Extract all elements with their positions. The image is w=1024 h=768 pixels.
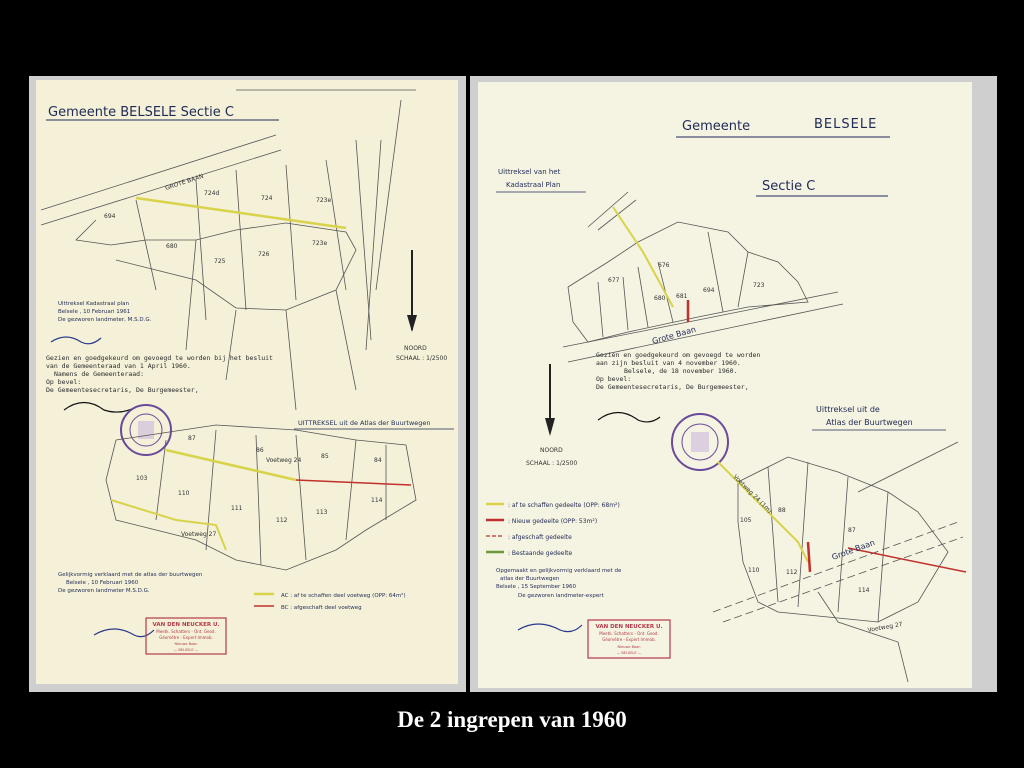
right-bparcel-87: 87 bbox=[848, 527, 856, 534]
left-path-label-27: Voetweg 27 bbox=[181, 531, 217, 538]
left-cadastral-note-2: Belsele , 10 Februari 1961 bbox=[58, 309, 131, 315]
right-bottom-path-yellow bbox=[718, 462, 808, 562]
left-signature-1 bbox=[51, 337, 101, 344]
left-bottom-path-yellow-2 bbox=[111, 500, 226, 550]
right-subtitle-2: Kadastraal Plan bbox=[506, 181, 561, 189]
right-north-arrow bbox=[545, 364, 555, 436]
right-bparcel-105: 105 bbox=[740, 517, 752, 524]
left-scale-label: SCHAAL : 1/2500 bbox=[396, 355, 448, 362]
left-legend-2: BC : afgeschaft deel voetweg bbox=[281, 605, 362, 611]
right-bparcel-112: 112 bbox=[786, 569, 798, 576]
right-conform-note-1: Opgemaakt en gelijkvormig verklaard met de bbox=[496, 568, 622, 574]
right-conform-note-4: De gezworen landmeter-expert bbox=[518, 593, 604, 599]
right-seal bbox=[672, 414, 728, 470]
left-bparcel-87: 87 bbox=[188, 435, 196, 442]
left-top-path-yellow bbox=[136, 198, 346, 228]
left-map-title: Gemeente BELSELE Sectie C bbox=[48, 105, 234, 120]
right-approval-line-4: Op bevel: bbox=[596, 375, 632, 383]
left-parcel-c: 724 bbox=[261, 195, 273, 202]
right-bottom-path-red bbox=[808, 542, 810, 572]
left-conform-note-3: De gezworen landmeter M.S.D.G. bbox=[58, 588, 150, 594]
right-conform-note-2: atlas der Buurtwegen bbox=[500, 576, 560, 582]
right-path-label-24: Voetweg 24 (1m) bbox=[731, 473, 773, 515]
left-stamp-line-3: Géomètre - Expert Immob. bbox=[159, 635, 213, 640]
right-road-label-2: Grote Baan bbox=[830, 537, 877, 562]
right-stamp-line-2: Meetk. Schatters - Ont. Geod. bbox=[599, 631, 659, 636]
right-title-belsele: BELSELE bbox=[814, 117, 878, 132]
right-parcel-694: 694 bbox=[703, 287, 715, 294]
right-buurtwegen-title-2: Atlas der Buurtwegen bbox=[826, 418, 913, 427]
right-bparcel-114: 114 bbox=[858, 587, 870, 594]
right-bottom-path-red-2 bbox=[848, 548, 966, 572]
right-approval-line-3: Belsele, de 18 november 1960. bbox=[624, 367, 738, 375]
left-bottom-path-yellow bbox=[166, 450, 296, 480]
left-parcel-g: 726 bbox=[258, 251, 270, 258]
right-stamp-line-3: Géomètre - Expert Immob. bbox=[602, 637, 656, 642]
left-stamp-line-5: — BELSELE — bbox=[173, 648, 199, 652]
left-seal bbox=[121, 405, 171, 455]
left-conform-note-2: Belsele , 10 Februari 1960 bbox=[66, 580, 139, 586]
left-signature-2 bbox=[64, 403, 134, 413]
left-stamp-line-1: VAN DEN NEUCKER U. bbox=[152, 622, 220, 628]
right-approval-line-5: De Gemeentesecretaris, De Burgemeester, bbox=[596, 383, 749, 391]
left-map-sheet bbox=[36, 80, 458, 684]
right-parcel-723: 723 bbox=[753, 282, 765, 289]
left-bparcel-112: 112 bbox=[276, 517, 288, 524]
left-stamp-line-2: Meetk. Schatters - Ont. Geod. bbox=[156, 629, 216, 634]
right-bparcel-88: 88 bbox=[778, 507, 786, 514]
left-bparcel-111: 111 bbox=[231, 505, 243, 512]
left-path-label-24: Voetweg 24 bbox=[266, 457, 302, 464]
right-signature-2 bbox=[518, 624, 582, 632]
right-stamp-line-5: — BELSELE — bbox=[616, 651, 642, 655]
right-map-sheet bbox=[478, 82, 972, 688]
slide-caption: De 2 ingrepen van 1960 bbox=[397, 707, 627, 732]
right-legend-4: : Bestaande gedeelte bbox=[508, 550, 573, 557]
right-signature-1 bbox=[598, 413, 660, 422]
right-conform-note-3: Belsele , 15 September 1960 bbox=[496, 584, 576, 590]
left-bparcel-110: 110 bbox=[178, 490, 190, 497]
left-approval-line-2: van de Gemeenteraad van 1 April 1960. bbox=[46, 362, 191, 370]
right-legend bbox=[486, 502, 620, 557]
right-cadastral-plan bbox=[563, 192, 843, 362]
left-parcel-a: 694 bbox=[104, 213, 116, 220]
left-bparcel-103: 103 bbox=[136, 475, 148, 482]
left-signature-3 bbox=[94, 629, 154, 637]
left-bparcel-86: 86 bbox=[256, 447, 264, 454]
left-parcel-e: 680 bbox=[166, 243, 178, 250]
left-cadastral-note-3: De gezworen landmeter, M.S.D.G. bbox=[58, 317, 152, 323]
left-legend-1: AC : af te schaffen deel voetweg (OPP: 64m²) bbox=[281, 593, 406, 599]
right-map-drawing bbox=[478, 82, 972, 688]
right-road-label: Grote Baan bbox=[651, 324, 697, 346]
right-stamp-line-4: Nieuwe Baan bbox=[617, 645, 641, 649]
right-subtitle-1: Uittreksel van het bbox=[498, 168, 561, 176]
left-stamp bbox=[146, 618, 226, 654]
left-approval-line-3: Namens de Gemeenteraad: bbox=[54, 370, 145, 378]
left-bparcel-114: 114 bbox=[371, 497, 383, 504]
right-top-path-yellow bbox=[613, 207, 673, 307]
left-parcel-f: 725 bbox=[214, 258, 226, 265]
right-legend-2: : Nieuw gedeelte (OPP: 53m²) bbox=[508, 518, 598, 525]
left-road-label: GROTE BAAN bbox=[164, 172, 205, 192]
left-approval-line-4: Op bevel: bbox=[46, 378, 82, 386]
left-north-arrow bbox=[407, 250, 417, 332]
left-parcel-d: 723e bbox=[316, 197, 332, 204]
right-stamp-line-1: VAN DEN NEUCKER U. bbox=[595, 624, 663, 630]
right-buurtwegen-plan bbox=[713, 442, 963, 622]
left-bparcel-84: 84 bbox=[374, 457, 382, 464]
right-title-gemeente: Gemeente bbox=[682, 119, 751, 134]
left-map-drawing bbox=[36, 80, 458, 684]
right-parcel-676: 676 bbox=[658, 262, 670, 269]
right-sectie: Sectie C bbox=[762, 179, 816, 194]
left-bparcel-85: 85 bbox=[321, 453, 329, 460]
right-parcel-681: 681 bbox=[676, 293, 688, 300]
right-approval-line-2: aan zijn besluit van 4 november 1960. bbox=[596, 359, 741, 367]
right-parcel-677: 677 bbox=[608, 277, 620, 284]
left-north-label: NOORD bbox=[404, 345, 427, 352]
right-bparcel-110: 110 bbox=[748, 567, 760, 574]
right-approval-line-1: Gezien en goedgekeurd om gevoegd te worden bbox=[596, 351, 761, 359]
left-parcel-b: 724d bbox=[204, 190, 220, 197]
left-cadastral-note-1: Uittreksel Kadastraal plan bbox=[58, 301, 130, 307]
left-conform-note-1: Gelijkvormig verklaard met de atlas der buurtwegen bbox=[58, 572, 203, 578]
left-stamp-line-4: Nieuwe Baan bbox=[174, 642, 198, 646]
left-bottom-path-red bbox=[296, 480, 411, 485]
right-path-label-27: Voetweg 27 bbox=[867, 620, 904, 634]
right-north-label: NOORD bbox=[540, 447, 563, 454]
left-approval-line-5: De Gemeentesecretaris, De Burgemeester, bbox=[46, 386, 199, 394]
right-legend-3: : afgeschaft gedeelte bbox=[508, 534, 572, 541]
left-bparcel-113: 113 bbox=[316, 509, 328, 516]
left-buurtwegen-title: UITTREKSEL uit de Atlas der Buurtwegen bbox=[298, 419, 431, 427]
right-legend-1: : af te schaffen gedeelte (OPP: 68m²) bbox=[508, 502, 620, 509]
right-buurtwegen-title-1: Uittreksel uit de bbox=[816, 405, 880, 414]
right-stamp bbox=[588, 620, 670, 658]
right-scale-label: SCHAAL : 1/2500 bbox=[526, 460, 578, 467]
right-parcel-680: 680 bbox=[654, 295, 666, 302]
left-parcel-h: 723e bbox=[312, 240, 328, 247]
left-approval-line-1: Gezien en goedgekeurd om gevoegd te worden bij het besluit bbox=[46, 354, 273, 362]
